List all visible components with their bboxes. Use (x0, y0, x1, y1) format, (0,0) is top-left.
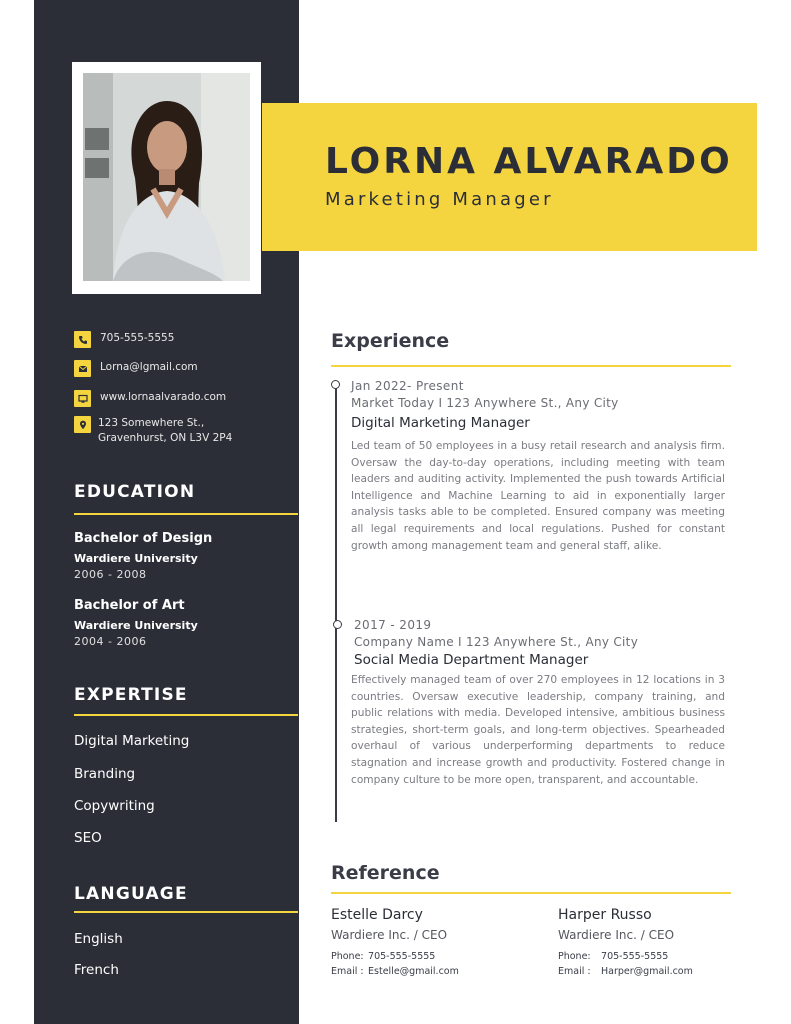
candidate-name: LORNA ALVARADO (325, 141, 733, 182)
reference-phone-label: Phone: (558, 951, 591, 962)
reference-divider (331, 892, 731, 894)
contact-website-text[interactable]: www.lornaalvarado.com (100, 391, 227, 403)
experience-role: Digital Marketing Manager (351, 415, 530, 431)
reference-email (558, 966, 693, 977)
contact-website (74, 390, 226, 407)
reference-org: Wardiere Inc. / CEO (558, 928, 675, 942)
contact-phone-text[interactable]: 705-555-5555 (100, 332, 175, 344)
profile-photo (83, 73, 250, 281)
experience-heading: Experience (331, 330, 450, 352)
language-heading: LANGUAGE (74, 884, 188, 904)
education-divider (74, 513, 298, 515)
expertise-item: Copywriting (74, 798, 155, 814)
reference-heading: Reference (331, 862, 440, 884)
phone-icon (74, 331, 91, 348)
monitor-icon (74, 390, 91, 407)
education-school: Wardiere University (74, 552, 198, 565)
language-item: French (74, 962, 119, 978)
reference-email-value[interactable]: Harper@gmail.com (601, 966, 693, 977)
education-years: 2004 - 2006 (74, 635, 147, 648)
language-divider (74, 911, 298, 913)
experience-role: Social Media Department Manager (354, 652, 589, 668)
reference-email-label: Email : (558, 966, 591, 977)
education-degree: Bachelor of Art (74, 598, 185, 613)
timeline-dot (331, 380, 340, 389)
mail-icon (74, 360, 91, 377)
profile-photo-frame (72, 62, 261, 294)
experience-timeline (335, 388, 337, 822)
reference-org: Wardiere Inc. / CEO (331, 928, 448, 942)
contact-address-text: 123 Somewhere St., Gravenhurst, ON L3V 2P4 (98, 417, 233, 444)
language-item: English (74, 931, 123, 947)
reference-email-value[interactable]: Estelle@gmail.com (368, 966, 459, 977)
expertise-item: Branding (74, 766, 136, 782)
contact-address (74, 416, 232, 446)
contact-phone (74, 331, 174, 348)
experience-date: Jan 2022- Present (351, 379, 464, 393)
location-pin-icon (74, 416, 91, 433)
reference-phone (558, 951, 668, 962)
experience-description: Effectively managed team of over 270 employees in 12 locations in 3 countries. Oversaw executive leadership, company training, and public relations with media. Developed intensive, ambitious business strategies, short-term goals, and long-term objectives. Spearheaded overhaul of various underperforming departments to reduce stagnation and increase growth and productivity. Fostered change in company culture to be more open, transparent, and accountable. (351, 674, 725, 786)
contact-email-text[interactable]: Lorna@lgmail.com (100, 361, 198, 373)
reference-email (331, 966, 459, 977)
expertise-divider (74, 714, 298, 716)
expertise-heading: EXPERTISE (74, 685, 188, 705)
reference-phone-label: Phone: (331, 951, 364, 962)
candidate-title: Marketing Manager (325, 189, 554, 210)
education-school: Wardiere University (74, 619, 198, 632)
experience-company: Market Today I 123 Anywhere St., Any City (351, 396, 619, 410)
education-degree: Bachelor of Design (74, 531, 213, 546)
reference-phone-value[interactable]: 705-555-5555 (601, 951, 669, 962)
expertise-item: SEO (74, 830, 102, 846)
education-heading: EDUCATION (74, 482, 196, 502)
experience-date: 2017 - 2019 (354, 618, 432, 632)
timeline-dot (333, 620, 342, 629)
education-years: 2006 - 2008 (74, 568, 147, 581)
expertise-item: Digital Marketing (74, 733, 190, 749)
reference-name: Harper Russo (558, 907, 652, 923)
reference-name: Estelle Darcy (331, 907, 423, 923)
contact-email (74, 360, 198, 377)
experience-company: Company Name I 123 Anywhere St., Any City (354, 635, 639, 649)
experience-description: Led team of 50 employees in a busy retail research and analysis firm. Oversaw the day-to-day operations, including meeting with team leaders and auditing activity. Implemented the push towards Artificial Intelligence and Machine Learning to aid in exponentially larger analysis tasks able to be completed. Ensured company was meeting all legal requirements and local regulations. Pushed for constant growth among management team and general staff, alike. (351, 440, 725, 552)
reference-email-label: Email : (331, 966, 364, 977)
experience-divider (331, 365, 731, 367)
reference-phone (331, 951, 435, 962)
reference-phone-value[interactable]: 705-555-5555 (368, 951, 436, 962)
